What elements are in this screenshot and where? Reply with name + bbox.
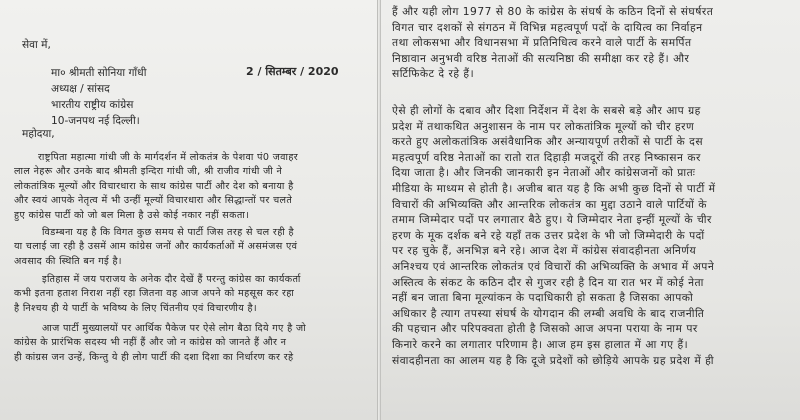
text-line: विडम्बना यह है कि विगत कुछ समय से पार्टी जिस तरह से चल रही है bbox=[42, 227, 294, 238]
text-line: की पहचान और परिपक्वता होती है जिसको आज अपना पराया के नाम पर bbox=[392, 322, 698, 336]
text-line: पर रह चुके हैं, अनभिज्ञ बने रहे। आज देश में कांग्रेस संवादहीनता अनिर्णय bbox=[392, 244, 697, 258]
text-line: इतिहास में जय पराजय के अनेक दौर देखें हैं परन्तु कांग्रेस का कार्यकर्ता bbox=[42, 274, 301, 285]
text-line: हैं और यही लोग 1977 से 80 के कांग्रेस के संघर्ष के कठिन दिनों से संघर्षरत bbox=[392, 5, 714, 18]
text-line: तमाम जिम्मेदार पदों पर लगातार बैठे हुए। ये जिम्मेदार नेता इन्हीं मूल्यों के चीर bbox=[392, 213, 712, 227]
text-line: विचारों की अभिव्यक्ति और आन्तरिक लोकतंत्र का मुद्दा उठाने वाले पार्टियों के bbox=[392, 197, 708, 211]
text-line: कांग्रेस के प्रारंभिक सदस्य भी नहीं हैं और जो न कांग्रेस को जानते हैं और न bbox=[14, 337, 287, 349]
text-line: और स्वयं आपके नेतृत्व में भी उन्हीं मूल्यों विचारधारा और सिद्धान्तों पर चलते bbox=[14, 195, 293, 207]
text-line: लाल नेहरू और उनके बाद श्रीमती इन्दिरा गांधी जी, श्री राजीव गांधी जी ने bbox=[14, 166, 283, 178]
text-line: अवसाद की स्थिति बन गई है। bbox=[14, 255, 122, 267]
text-line: नहीं बन जाता बिना मूल्यांकन के पदाधिकारी हो सकता है जिसका आपको bbox=[392, 291, 694, 305]
text-line: हरण के मूक दर्शक बने रहे यहाँ तक उत्तर प्रदेश के भी जो जिम्मेदारी के पदों bbox=[392, 228, 705, 242]
text-line: या चलाई जा रही है उसमें आम कांग्रेस जनों और कार्यकर्ताओं में असमंजस एवं bbox=[14, 241, 298, 253]
paragraph bbox=[14, 322, 364, 365]
letter-page-left bbox=[0, 0, 377, 420]
greeting: महोदया, bbox=[22, 128, 55, 140]
recipient-line: 10-जनपथ नई दिल्ली। bbox=[51, 115, 140, 127]
text-line: ऐसे ही लोगों के दबाव और दिशा निर्देशन में देश के सबसे बड़े और आप ग्रह bbox=[392, 104, 701, 117]
text-line: किनारे करने का लगातार परिणाम है। आज हम इस हालात में आ गए हैं। bbox=[392, 337, 689, 351]
paragraph bbox=[14, 273, 364, 316]
letter-date: 2 / सितम्बर / 2020 bbox=[246, 65, 339, 78]
paragraph bbox=[14, 151, 364, 223]
text-line: आज पार्टी मुख्यालयों पर आर्थिक पैकेज पर ऐसे लोग बैठा दिये गए है जो bbox=[42, 323, 306, 334]
text-line: अस्तित्व के संकट के कठिन दौर से गुजर रही है दिन या रात भर में कोई नेता bbox=[392, 275, 704, 289]
text-line: निष्ठावान अनुभवी वरिष्ठ नेताओं की सत्यनिष्ठा की समीक्षा कर रहे हैं। और bbox=[392, 51, 690, 65]
text-line: प्रदेश में तथाकथित अनुशासन के नाम पर लोकतांत्रिक मूल्यों को चीर हरण bbox=[392, 119, 695, 133]
recipient-line: भारतीय राष्ट्रीय कांग्रेस bbox=[51, 99, 134, 111]
salutation-to: सेवा में, bbox=[22, 39, 51, 51]
letter-page-right bbox=[381, 0, 800, 420]
text-line: तथा लोकसभा और विधानसभा में प्रतिनिधित्व करने वाले पार्टी के समर्पित bbox=[392, 36, 692, 50]
text-line: हुए कांग्रेस पार्टी को जो बल मिला है उसे कोई नकार नहीं सकता। bbox=[14, 209, 250, 221]
paragraph bbox=[392, 103, 792, 368]
text-line: महत्वपूर्ण वरिष्ठ नेताओं का रातो रात दिहाड़ी मजदूरों की तरह निष्कासन कर bbox=[392, 150, 701, 164]
text-line: मीडिया के माध्यम से होती है। अजीब बात यह है कि अभी कुछ दिनों से पार्टी में bbox=[392, 181, 716, 195]
recipient-line: अध्यक्ष / सांसद bbox=[51, 83, 110, 95]
text-line: संवादहीनता का आलम यह है कि दूजे प्रदेशों को छोड़िये आपके ग्रह प्रदेश में ही bbox=[392, 353, 715, 367]
text-line: अधिकार है त्याग तपस्या संघर्ष के योगदान की लम्बी अवधि के बाद राजनीति bbox=[392, 306, 705, 320]
text-line: लोकतांत्रिक मूल्यों और विचारधारा के साथ कांग्रेस पार्टी और देश को बनाया है bbox=[14, 180, 294, 192]
text-line: दिया जाता है। और जिनकी जानकारी इन नेताओं और कांग्रेसजनों को प्रातः bbox=[392, 166, 696, 180]
text-line: ही कांग्रस जन उन्हें, किन्तु ये ही लोग पार्टी की दशा दिशा का निर्धारण कर रहे bbox=[14, 351, 294, 363]
text-line: करते हुए अलोकतांत्रिक असंवैधानिक और अन्यायपूर्ण तरीकों से पार्टी के दस bbox=[392, 135, 704, 149]
text-line: विगत चार दशकों से संगठन में विभिन्न महत्वपूर्ण पदों के दायित्व का निर्वाहन bbox=[392, 20, 703, 34]
paragraph bbox=[14, 226, 364, 269]
paragraph bbox=[392, 4, 792, 82]
recipient-line: मा० श्रीमती सोनिया गाँधी bbox=[51, 67, 147, 79]
recipient-address bbox=[51, 65, 146, 129]
text-line: सर्टिफिकेट दे रहे हैं। bbox=[392, 67, 475, 81]
text-line: अनिश्चय एवं आन्तरिक लोकतंत्र एवं विचारों की अभिव्यक्ति के अभाव में अपने bbox=[392, 259, 715, 273]
text-line: राष्ट्रपिता महात्मा गांधी जी के मार्गदर्शन में लोकतंत्र के पेशवा पं0 जवाहर bbox=[38, 152, 299, 163]
text-line: है निश्चय ही ये पार्टी के भविष्य के लिए चिंतनीय एवं विचारणीय है। bbox=[14, 302, 257, 314]
text-line: कभी इतना हताश निराश नहीं रहा जितना वह आज अपने को महसूस कर रहा bbox=[14, 288, 295, 300]
